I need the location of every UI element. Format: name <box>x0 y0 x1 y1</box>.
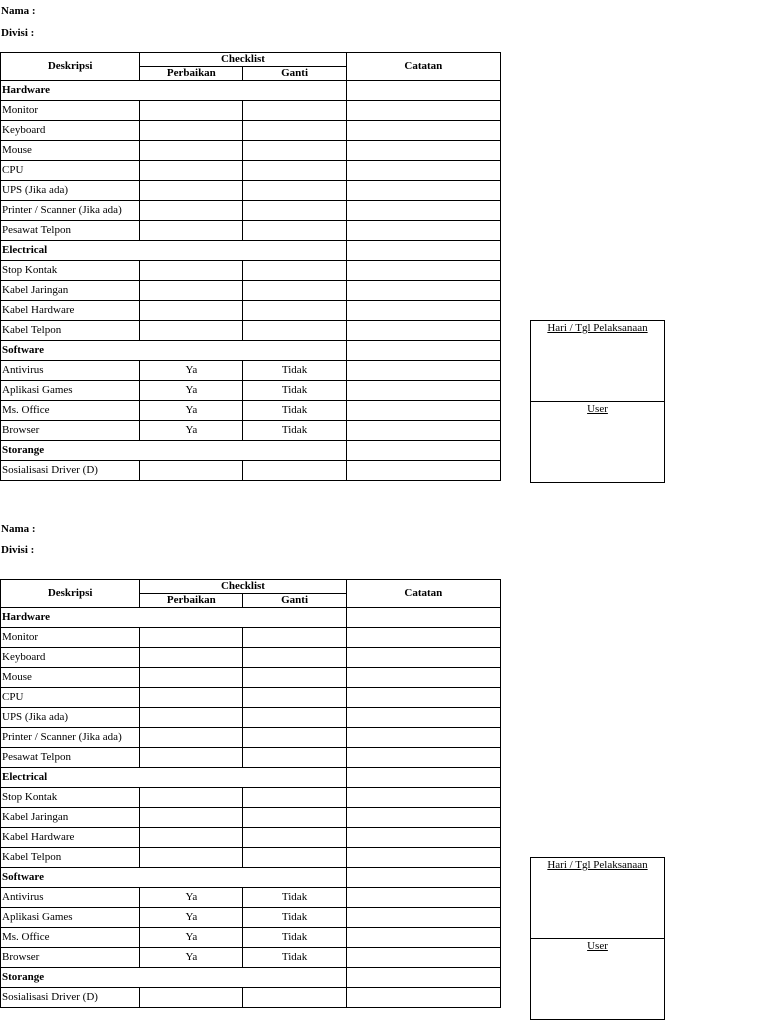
table-row <box>1 201 501 221</box>
header-catatan: Catatan <box>346 53 500 81</box>
item-label: Printer / Scanner (Jika ada) <box>1 728 140 748</box>
user-field[interactable]: User <box>531 401 664 482</box>
ganti-cell[interactable]: Tidak <box>243 908 346 928</box>
perbaikan-cell[interactable] <box>140 748 243 768</box>
perbaikan-cell[interactable]: Ya <box>140 928 243 948</box>
catatan-cell[interactable] <box>346 608 500 628</box>
item-label: Keyboard <box>1 121 140 141</box>
item-label: Monitor <box>1 628 140 648</box>
ganti-cell[interactable] <box>243 708 346 728</box>
ganti-cell[interactable]: Tidak <box>243 381 346 401</box>
table-row <box>1 928 501 948</box>
ganti-cell[interactable] <box>243 201 346 221</box>
perbaikan-cell[interactable] <box>140 828 243 848</box>
item-label: Antivirus <box>1 361 140 381</box>
perbaikan-cell[interactable] <box>140 628 243 648</box>
header-ganti: Ganti <box>243 67 346 81</box>
item-label: Antivirus <box>1 888 140 908</box>
ganti-cell[interactable]: Tidak <box>243 888 346 908</box>
table-row <box>1 628 501 648</box>
section-label: Hardware <box>1 608 347 628</box>
section-row <box>1 968 501 988</box>
perbaikan-cell[interactable]: Ya <box>140 948 243 968</box>
divisi-label: Divisi : <box>1 27 35 39</box>
perbaikan-cell[interactable] <box>140 461 243 481</box>
catatan-cell[interactable] <box>346 401 500 421</box>
catatan-cell[interactable] <box>346 668 500 688</box>
catatan-cell[interactable] <box>346 848 500 868</box>
perbaikan-cell[interactable]: Ya <box>140 401 243 421</box>
catatan-cell[interactable] <box>346 381 500 401</box>
header-deskripsi: Deskripsi <box>1 53 140 81</box>
ganti-cell[interactable] <box>243 828 346 848</box>
section-row <box>1 81 501 101</box>
ganti-cell[interactable]: Tidak <box>243 421 346 441</box>
item-label: Kabel Jaringan <box>1 281 140 301</box>
section-label: Electrical <box>1 768 347 788</box>
table-row <box>1 421 501 441</box>
item-label: Monitor <box>1 101 140 121</box>
table-row <box>1 281 501 301</box>
catatan-cell[interactable] <box>346 341 500 361</box>
table-row <box>1 688 501 708</box>
header-perbaikan: Perbaikan <box>140 594 243 608</box>
ganti-cell[interactable] <box>243 748 346 768</box>
perbaikan-cell[interactable] <box>140 788 243 808</box>
ganti-cell[interactable] <box>243 648 346 668</box>
table-row <box>1 728 501 748</box>
ganti-cell[interactable] <box>243 668 346 688</box>
table-row <box>1 381 501 401</box>
table-row <box>1 161 501 181</box>
ganti-cell[interactable] <box>243 161 346 181</box>
perbaikan-cell[interactable] <box>140 988 243 1008</box>
ganti-cell[interactable] <box>243 788 346 808</box>
ganti-cell[interactable]: Tidak <box>243 948 346 968</box>
table-row <box>1 788 501 808</box>
item-label: Browser <box>1 421 140 441</box>
ganti-cell[interactable]: Tidak <box>243 361 346 381</box>
table-row <box>1 121 501 141</box>
nama-label: Nama : <box>1 523 36 535</box>
item-label: Pesawat Telpon <box>1 748 140 768</box>
catatan-cell[interactable] <box>346 888 500 908</box>
perbaikan-cell[interactable] <box>140 141 243 161</box>
perbaikan-cell[interactable] <box>140 301 243 321</box>
perbaikan-cell[interactable] <box>140 281 243 301</box>
ganti-cell[interactable] <box>243 101 346 121</box>
catatan-cell[interactable] <box>346 201 500 221</box>
catatan-cell[interactable] <box>346 301 500 321</box>
table-row <box>1 181 501 201</box>
perbaikan-cell[interactable]: Ya <box>140 908 243 928</box>
catatan-cell[interactable] <box>346 161 500 181</box>
ganti-cell[interactable] <box>243 181 346 201</box>
catatan-cell[interactable] <box>346 361 500 381</box>
catatan-cell[interactable] <box>346 221 500 241</box>
date-field[interactable]: Hari / Tgl Pelaksanaan <box>547 322 648 334</box>
table-row <box>1 668 501 688</box>
perbaikan-cell[interactable] <box>140 668 243 688</box>
catatan-cell[interactable] <box>346 728 500 748</box>
catatan-cell[interactable] <box>346 441 500 461</box>
item-label: Aplikasi Games <box>1 908 140 928</box>
ganti-cell[interactable] <box>243 321 346 341</box>
ganti-cell[interactable] <box>243 628 346 648</box>
item-label: UPS (Jika ada) <box>1 181 140 201</box>
date-field[interactable]: Hari / Tgl Pelaksanaan <box>547 859 648 871</box>
perbaikan-cell[interactable] <box>140 161 243 181</box>
item-label: Keyboard <box>1 648 140 668</box>
item-label: Kabel Hardware <box>1 828 140 848</box>
catatan-cell[interactable] <box>346 688 500 708</box>
table-row <box>1 828 501 848</box>
catatan-cell[interactable] <box>346 261 500 281</box>
catatan-cell[interactable] <box>346 121 500 141</box>
catatan-cell[interactable] <box>346 421 500 441</box>
nama-label: Nama : <box>1 5 36 17</box>
header-checklist: Checklist <box>140 580 346 594</box>
perbaikan-cell[interactable] <box>140 728 243 748</box>
signature-box <box>530 320 665 483</box>
section-label: Software <box>1 341 347 361</box>
item-label: Ms. Office <box>1 401 140 421</box>
item-label: Aplikasi Games <box>1 381 140 401</box>
perbaikan-cell[interactable] <box>140 848 243 868</box>
section-row <box>1 241 501 261</box>
table-row <box>1 808 501 828</box>
header-deskripsi: Deskripsi <box>1 580 140 608</box>
perbaikan-cell[interactable]: Ya <box>140 381 243 401</box>
ganti-cell[interactable] <box>243 221 346 241</box>
catatan-cell[interactable] <box>346 648 500 668</box>
table-row <box>1 361 501 381</box>
perbaikan-cell[interactable] <box>140 688 243 708</box>
section-label: Software <box>1 868 347 888</box>
ganti-cell[interactable] <box>243 688 346 708</box>
item-label: UPS (Jika ada) <box>1 708 140 728</box>
ganti-cell[interactable] <box>243 461 346 481</box>
item-label: Pesawat Telpon <box>1 221 140 241</box>
catatan-cell[interactable] <box>346 908 500 928</box>
header-ganti: Ganti <box>243 594 346 608</box>
catatan-cell[interactable] <box>346 968 500 988</box>
perbaikan-cell[interactable] <box>140 808 243 828</box>
ganti-cell[interactable] <box>243 848 346 868</box>
table-row <box>1 261 501 281</box>
perbaikan-cell[interactable] <box>140 121 243 141</box>
section-row <box>1 768 501 788</box>
perbaikan-cell[interactable] <box>140 648 243 668</box>
catatan-cell[interactable] <box>346 708 500 728</box>
catatan-cell[interactable] <box>346 241 500 261</box>
perbaikan-cell[interactable] <box>140 321 243 341</box>
item-label: Stop Kontak <box>1 261 140 281</box>
header-perbaikan: Perbaikan <box>140 67 243 81</box>
ganti-cell[interactable] <box>243 261 346 281</box>
section-label: Storange <box>1 968 347 988</box>
catatan-cell[interactable] <box>346 321 500 341</box>
item-label: Kabel Telpon <box>1 321 140 341</box>
item-label: Ms. Office <box>1 928 140 948</box>
perbaikan-cell[interactable] <box>140 181 243 201</box>
perbaikan-cell[interactable]: Ya <box>140 421 243 441</box>
catatan-cell[interactable] <box>346 828 500 848</box>
item-label: CPU <box>1 161 140 181</box>
item-label: Kabel Jaringan <box>1 808 140 828</box>
catatan-cell[interactable] <box>346 768 500 788</box>
table-row <box>1 141 501 161</box>
signature-box <box>530 857 665 1020</box>
catatan-cell[interactable] <box>346 141 500 161</box>
catatan-cell[interactable] <box>346 461 500 481</box>
table-row <box>1 321 501 341</box>
table-row <box>1 848 501 868</box>
catatan-cell[interactable] <box>346 948 500 968</box>
catatan-cell[interactable] <box>346 868 500 888</box>
perbaikan-cell[interactable] <box>140 201 243 221</box>
perbaikan-cell[interactable]: Ya <box>140 361 243 381</box>
ganti-cell[interactable]: Tidak <box>243 401 346 421</box>
item-label: Printer / Scanner (Jika ada) <box>1 201 140 221</box>
catatan-cell[interactable] <box>346 281 500 301</box>
section-label: Hardware <box>1 81 347 101</box>
perbaikan-cell[interactable] <box>140 221 243 241</box>
catatan-cell[interactable] <box>346 808 500 828</box>
item-label: Mouse <box>1 668 140 688</box>
item-label: CPU <box>1 688 140 708</box>
section-row <box>1 868 501 888</box>
table-row <box>1 101 501 121</box>
table-row <box>1 988 501 1008</box>
section-label: Storange <box>1 441 347 461</box>
table-row <box>1 648 501 668</box>
perbaikan-cell[interactable] <box>140 101 243 121</box>
catatan-cell[interactable] <box>346 788 500 808</box>
header-checklist: Checklist <box>140 53 346 67</box>
item-label: Kabel Telpon <box>1 848 140 868</box>
table-row <box>1 221 501 241</box>
ganti-cell[interactable]: Tidak <box>243 928 346 948</box>
item-label: Stop Kontak <box>1 788 140 808</box>
ganti-cell[interactable] <box>243 301 346 321</box>
table-row <box>1 301 501 321</box>
table-row <box>1 908 501 928</box>
item-label: Browser <box>1 948 140 968</box>
table-row <box>1 888 501 908</box>
table-row <box>1 401 501 421</box>
section-row <box>1 608 501 628</box>
perbaikan-cell[interactable] <box>140 261 243 281</box>
catatan-cell[interactable] <box>346 81 500 101</box>
catatan-cell[interactable] <box>346 628 500 648</box>
user-field[interactable]: User <box>531 938 664 1019</box>
section-row <box>1 341 501 361</box>
divisi-label: Divisi : <box>1 544 35 556</box>
item-label: Mouse <box>1 141 140 161</box>
checklist-table <box>0 52 501 481</box>
ganti-cell[interactable] <box>243 121 346 141</box>
ganti-cell[interactable] <box>243 281 346 301</box>
ganti-cell[interactable] <box>243 728 346 748</box>
catatan-cell[interactable] <box>346 988 500 1008</box>
table-row <box>1 948 501 968</box>
ganti-cell[interactable] <box>243 808 346 828</box>
checklist-table <box>0 579 501 1008</box>
header-catatan: Catatan <box>346 580 500 608</box>
item-label: Sosialisasi Driver (D) <box>1 461 140 481</box>
perbaikan-cell[interactable]: Ya <box>140 888 243 908</box>
catatan-cell[interactable] <box>346 101 500 121</box>
section-label: Electrical <box>1 241 347 261</box>
section-row <box>1 441 501 461</box>
catatan-cell[interactable] <box>346 748 500 768</box>
item-label: Sosialisasi Driver (D) <box>1 988 140 1008</box>
table-row <box>1 461 501 481</box>
ganti-cell[interactable] <box>243 141 346 161</box>
catatan-cell[interactable] <box>346 181 500 201</box>
perbaikan-cell[interactable] <box>140 708 243 728</box>
table-row <box>1 748 501 768</box>
catatan-cell[interactable] <box>346 928 500 948</box>
ganti-cell[interactable] <box>243 988 346 1008</box>
table-row <box>1 708 501 728</box>
item-label: Kabel Hardware <box>1 301 140 321</box>
